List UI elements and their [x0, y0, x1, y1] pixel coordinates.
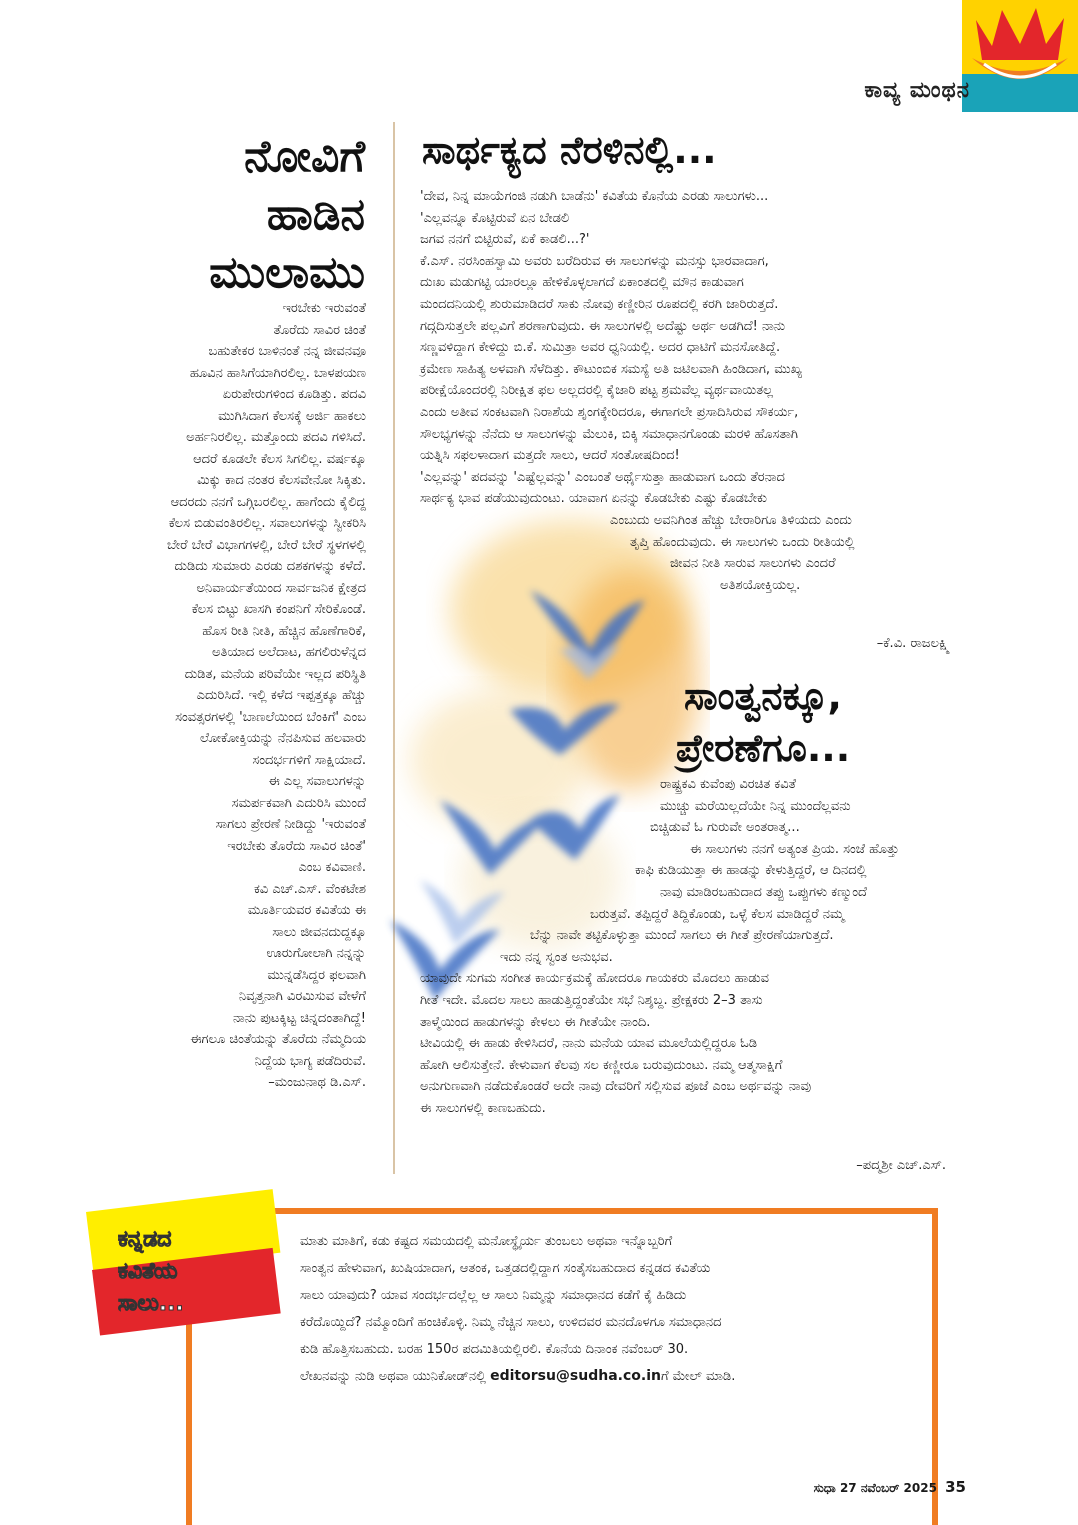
text-line: ದುಡಿತ, ಮನೆಯ ಪರಿವೆಯೇ ಇಲ್ಲದ ಪರಿಸ್ಥಿತಿ — [184, 666, 366, 682]
text-line: ಬಹುತೇಕರ ಬಾಳಿನಂತೆ ನನ್ನ ಜೀವನವೂ — [208, 344, 366, 359]
issue-label: ಸುಧಾ 27 ನವೆಂಬರ್ 2025 — [813, 1481, 937, 1495]
text-line: –ಮಂಜುನಾಥ ಡಿ.ಎಸ್. — [268, 1075, 366, 1090]
title-line: ಪ್ರೇರಣೆಗೂ... — [675, 726, 851, 770]
text-line: ಮುಗಿಸಿದಾಗ ಕೆಲಸಕ್ಕೆ ಅರ್ಜಿ ಹಾಕಲು — [218, 408, 366, 424]
text-line: ಗದ್ಗದಿಸುತ್ತಲೇ ಪಲ್ಲವಿಗೆ ಶರಣಾಗುವುದು. ಈ ಸಾಲುಗಳಲ್ಲಿ ಅದೆಷ್ಟು ಅರ್ಥ ಅಡಗಿದೆ! ನಾನು — [420, 318, 786, 334]
text-line: ಮಿಕ್ಕು ಕಾದ ನಂತರ ಕೆಲಸವೇನೋ ಸಿಕ್ಕಿತು. — [197, 473, 366, 488]
tag-line: ಸಾಲು... — [118, 1291, 184, 1316]
text-line: ತಾಳ್ಮೆಯಿಂದ ಹಾಡುಗಳನ್ನು ಕೇಳಲು ಈ ಗೀತೆಯೇ ನಾಂದಿ. — [420, 1014, 651, 1030]
text-line: ಮಾತು ಮಾತಿಗೆ, ಕಡು ಕಷ್ಟದ ಸಮಯದಲ್ಲಿ ಮನೋಸ್ಥೈರ್ಯ ತುಂಬಲು ಅಥವಾ ಇನ್ನೊಬ್ಬರಿಗೆ — [300, 1234, 673, 1249]
text-line: ಎಂದು ಅತೀವ ಸಂಕಟವಾಗಿ ನಿರಾಶೆಯ ಶೃಂಗಕ್ಕೇರಿದರೂ, ಈಗಾಗಲೇ ಪ್ರಸಾದಿಸಿರುವ ಸೌಕರ್ಯ, — [420, 404, 799, 420]
text-line: ಯಾವುದೇ ಸುಗಮ ಸಂಗೀತ ಕಾರ್ಯಕ್ರಮಕ್ಕೆ ಹೋದರೂ ಗಾಯಕರು ಮೊದಲು ಹಾಡುವ — [420, 971, 770, 987]
text-line: 'ಎಲ್ಲವನ್ನು' ಪದವನ್ನು 'ಎಷ್ಟೆಲ್ಲವನ್ನು' ಎಂಬಂತೆ ಅರ್ಥೈಸುತ್ತಾ ಹಾಡುವಾಗ ಒಂದು ತೆರನಾದ — [420, 469, 785, 485]
text-line: ಮುನ್ನಡೆಸಿದ್ದರ ಫಲವಾಗಿ — [267, 967, 366, 983]
text-line: ಕ್ರಮೇಣ ಸಾಹಿತ್ಯ ಅಳವಾಗಿ ಸೆಳೆದಿತ್ತು. ಕೌಟುಂಬಿಕ ಸಮಸ್ಯೆ ಅತಿ ಜಟಿಲವಾಗಿ ಹಿಂಡಿದಾಗ, ಮುಖ್ಯ — [420, 361, 802, 377]
text-line: ಜಗವ ನನಗೆ ಬಿಟ್ಟಿರುವೆ, ಏಕೆ ಕಾಡಲಿ...?' — [420, 232, 590, 248]
text-line: ಮೂರ್ತಿಯವರ ಕವಿತೆಯ ಈ — [247, 903, 366, 918]
text-line: ಕುಡಿ ಹೊತ್ತಿಸಬಹುದು. ಬರಹ 150ರ ಪದಮಿತಿಯಲ್ಲಿರಲಿ. ಕೊನೆಯ ದಿನಾಂಕ ನವೆಂಬರ್ 30. — [300, 1342, 689, 1357]
text-line: ನಾನು ಪುಟಕ್ಕಿಟ್ಟ ಚಿನ್ನದಂತಾಗಿದ್ದೆ! — [232, 1010, 366, 1026]
text-line: ಆದರೆ ಕೂಡಲೇ ಕೆಲಸ ಸಿಗಲಿಲ್ಲ. ವರ್ಷಕ್ಕೂ — [193, 451, 366, 467]
title-line: ಹಾಡಿನ — [266, 189, 365, 240]
text-line: ಬಿಚ್ಚಿಡುವೆ ಓ ಗುರುವೇ ಅಂತರಾತ್ಮ... — [650, 820, 800, 836]
article-1-title: ಸಾರ್ಥಕ್ಯದ ನೆರಳಿನಲ್ಲಿ... — [422, 128, 717, 172]
text-line: ಸಮರ್ಪಕವಾಗಿ ಎದುರಿಸಿ ಮುಂದೆ — [231, 795, 366, 811]
text-line: ಕೆಲಸ ಬಿಟ್ಟು ಖಾಸಗಿ ಕಂಪನಿಗೆ ಸೇರಿಕೊಂಡೆ. — [191, 602, 366, 617]
article-1-body — [420, 186, 980, 596]
text-line: ಅತಿಯಾದ ಅಲೆದಾಟ, ಹಗಲಿರುಳೆನ್ನದ — [211, 645, 366, 660]
text-line: ಯತ್ನಿಸಿ ಸಫಲಳಾದಾಗ ಮತ್ತದೇ ಸಾಲು, ಆದರೆ ಸಂತೋಷದಿಂದ! — [420, 448, 680, 464]
page-number: 35 — [945, 1478, 966, 1496]
text-line: ಮುಚ್ಚು ಮರೆಯಿಲ್ಲದೆಯೇ ನಿನ್ನ ಮುಂದೆಲ್ಲವನು — [660, 798, 851, 814]
text-line: ಈಗಲೂ ಚಿಂತೆಯನ್ನು ತೊರೆದು ನೆಮ್ಮದಿಯ — [190, 1032, 366, 1047]
text-line: ದುಡಿದು ಸುಮಾರು ಎರಡು ದಶಕಗಳನ್ನು ಕಳೆದೆ. — [174, 559, 366, 574]
callout-lines — [300, 1228, 920, 1363]
text-line: ಸಾರ್ಥಕ್ಯ ಭಾವ ಪಡೆಯುವುದುಂಟು. ಯಾವಾಗ ಏನನ್ನು ಕೊಡಬೇಕು ಎಷ್ಟು ಕೊಡಬೇಕು — [420, 491, 768, 507]
text-line: ಗೀತೆ ಇದೇ. ಮೊದಲ ಸಾಲು ಹಾಡುತ್ತಿದ್ದಂತೆಯೇ ಸಭೆ ನಿಶ್ಶಬ್ದ. ಪ್ರೇಕ್ಷಕರು 2–3 ತಾಸು — [420, 992, 763, 1008]
title-line: ಸಾಂತ್ವನಕ್ಕೂ, — [684, 674, 842, 718]
text-line: ಸಣ್ಣವಳಿದ್ದಾಗ ಕೇಳಿದ್ದು ಬಿ.ಕೆ. ಸುಮಿತ್ರಾ ಅವರ ಧ್ವನಿಯಲ್ಲಿ. ಅದರ ಧಾಟಿಗೆ ಮನಸೋತಿದ್ದೆ. — [420, 340, 781, 356]
text-line: ಸಾಲು ಯಾವುದು? ಯಾವ ಸಂದರ್ಭದಲ್ಲೆಲ್ಲ ಆ ಸಾಲು ನಿಮ್ಮನ್ನು ಸಮಾಧಾನದ ಕಡೆಗೆ ಕೈ ಹಿಡಿದು — [300, 1288, 687, 1303]
text-line: ಈ ಸಾಲುಗಳಲ್ಲಿ ಕಾಣಬಹುದು. — [420, 1100, 546, 1116]
text-line: ಸಾಂತ್ವನ ಹೇಳುವಾಗ, ಖುಷಿಯಾದಾಗ, ಆತಂಕ, ಒತ್ತಡದಲ್ಲಿದ್ದಾಗ ಸಂತೈಸಬಹುದಾದ ಕನ್ನಡದ ಕವಿತೆಯ — [300, 1261, 711, 1276]
left-article-body — [96, 298, 366, 1094]
email-link[interactable]: editorsu@sudha.co.in — [490, 1368, 661, 1384]
text-line: ನಿವೃತ್ತನಾಗಿ ವಿರಮಿಸುವ ವೇಳೆಗೆ — [238, 989, 366, 1004]
callout-last-line-after: ಗೆ ಮೇಲ್ ಮಾಡಿ. — [660, 1369, 736, 1384]
title-line: ಮುಲಾಮು — [209, 247, 365, 298]
text-line: ಬೆನ್ನು ನಾವೇ ತಟ್ಟಿಕೊಳ್ಳುತ್ತಾ ಮುಂದೆ ಸಾಗಲು ಈ ಗೀತೆ ಪ್ರೇರಣೆಯಾಗುತ್ತದೆ. — [530, 928, 834, 944]
text-line: ಸಂದರ್ಭಗಳಿಗೆ ಸಾಕ್ಷಿಯಾದೆ. — [252, 752, 366, 768]
text-line: ಬೇರೆ ಬೇರೆ ವಿಭಾಗಗಳಲ್ಲಿ, ಬೇರೆ ಬೇರೆ ಸ್ಥಳಗಳಲ್ಲಿ — [167, 537, 366, 553]
callout-last-line-before: ಲೇಖನವನ್ನು ನುಡಿ ಅಥವಾ ಯುನಿಕೋಡ್‌ನಲ್ಲಿ — [300, 1369, 491, 1384]
text-line: ಊರುಗೋಲಾಗಿ ನನ್ನನ್ನು — [266, 946, 366, 961]
text-line: ತೃಪ್ತಿ ಹೊಂದುವುದು. ಈ ಸಾಲುಗಳು ಒಂದು ರೀತಿಯಲ್ಲಿ — [630, 534, 855, 550]
text-line: ಈ ಎಲ್ಲ ಸವಾಲುಗಳನ್ನು — [268, 774, 366, 789]
text-line: ಕೆಲಸ ಬಿಡುವಂತಿರಲಿಲ್ಲ. ಸವಾಲುಗಳನ್ನು ಸ್ವೀಕರಿಸಿ — [168, 516, 366, 531]
text-line: ಸಾಲು ಜೀವನದುದ್ದಕ್ಕೂ — [272, 924, 366, 940]
text-line: ಅನಿವಾರ್ಯತೆಯಿಂದ ಸಾರ್ವಜನಿಕ ಕ್ಷೇತ್ರದ — [196, 580, 366, 596]
article-2-title — [628, 670, 898, 774]
text-line: ಜೀವನ ನೀತಿ ಸಾರುವ ಸಾಲುಗಳು ಎಂದರೆ — [670, 556, 836, 572]
tag-line: ಕನ್ನಡದ — [118, 1227, 172, 1252]
article-2-signature: –ಪದ್ಮಶ್ರೀ ಎಚ್.ಎಸ್. — [856, 1158, 946, 1173]
text-line: ಮಂದದನಿಯಲ್ಲಿ ಶುರುಮಾಡಿದರೆ ಸಾಕು ನೋವು ಕಣ್ಣೀರಿನ ರೂಪದಲ್ಲಿ ಕರಗಿ ಜಾರಿರುತ್ತದೆ. — [420, 296, 779, 312]
text-line: ಹೊಸ ರೀತಿ ನೀತಿ, ಹೆಚ್ಚಿನ ಹೊಣೆಗಾರಿಕೆ, — [202, 623, 366, 639]
text-line: ಈ ಸಾಲುಗಳು ನನಗೆ ಅತ್ಯಂತ ಪ್ರಿಯ. ಸಂಜೆ ಹೊತ್ತು — [690, 841, 900, 857]
text-line: ಲೋಕೋಕ್ತಿಯನ್ನು ನೆನಪಿಸುವ ಹಲವಾರು — [200, 731, 366, 746]
text-line: ಎದುರಿಸಿದೆ. ಇಲ್ಲಿ ಕಳೆದ ಇಪ್ಪತ್ತಕ್ಕೂ ಹೆಚ್ಚು — [196, 688, 366, 703]
text-line: ಕಾಫಿ ಕುಡಿಯುತ್ತಾ ಈ ಹಾಡನ್ನು ಕೇಳುತ್ತಿದ್ದರೆ, ಆ ದಿನದಲ್ಲಿ — [635, 863, 867, 879]
text-line: ಅತಿಶಯೋಕ್ತಿಯಲ್ಲ. — [720, 577, 801, 593]
article-2-body — [420, 774, 980, 1120]
text-line: ಕರೆದೊಯ್ದಿದೆ? ನಮ್ಮೊಂದಿಗೆ ಹಂಚಿಕೊಳ್ಳಿ. ನಿಮ್ಮ ನೆಚ್ಚಿನ ಸಾಲು, ಉಳಿದವರ ಮನದೊಳಗೂ ಸಮಾಧಾನದ — [300, 1315, 722, 1330]
text-line: ಕವಿ ಎಚ್.ಎಸ್. ವೆಂಕಟೇಶ — [253, 881, 366, 897]
text-line: ಸಾಗಲು ಪ್ರೇರಣೆ ನೀಡಿದ್ದು 'ಇರುವಂತೆ — [215, 817, 366, 832]
text-line: ಅರ್ಹನಿರಲಿಲ್ಲ. ಮತ್ತೊಂದು ಪದವಿ ಗಳಿಸಿದೆ. — [186, 430, 366, 445]
text-line: ಹೂವಿನ ಹಾಸಿಗೆಯಾಗಿರಲಿಲ್ಲ. ಬಾಳಪಯಣ — [189, 365, 366, 381]
article-1-signature: –ಕೆ.ವಿ. ರಾಜಲಕ್ಷ್ಮಿ — [876, 636, 950, 651]
text-line: ಟೀವಿಯಲ್ಲಿ ಈ ಹಾಡು ಕೇಳಿಸಿದರೆ, ನಾನು ಮನೆಯ ಯಾವ ಮೂಲೆಯಲ್ಲಿದ್ದರೂ ಓಡಿ — [420, 1036, 758, 1052]
lotus-logo-icon — [962, 0, 1078, 112]
callout-border-top — [186, 1208, 938, 1214]
callout-body — [300, 1228, 920, 1390]
text-line: ಪರೀಕ್ಷೆಯೊಂದರಲ್ಲಿ ನಿರೀಕ್ಷಿತ ಫಲ ಅಲ್ಲದರಲ್ಲಿ ಕೈಜಾರಿ ಪಟ್ಟ ಶ್ರಮವೆಲ್ಲ ವ್ಯರ್ಥವಾಯಿತಲ್ಲ — [420, 383, 774, 399]
text-line: ಆದರದು ನನಗೆ ಒಗ್ಗಿಬರಲಿಲ್ಲ. ಹಾಗೆಂದು ಕೈಲಿದ್ದ — [170, 494, 366, 510]
callout-tag — [118, 1224, 258, 1320]
text-line: ಬರುತ್ತವೆ. ತಪ್ಪಿದ್ದರೆ ತಿದ್ದಿಕೊಂಡು, ಒಳ್ಳೆ ಕೆಲಸ ಮಾಡಿದ್ದರೆ ನಮ್ಮ — [590, 906, 845, 922]
text-line: ಅನುಗುಣವಾಗಿ ನಡೆದುಕೊಂಡರೆ ಅದೇ ನಾವು ದೇವರಿಗೆ ಸಲ್ಲಿಸುವ ಪೂಜೆ ಎಂಬ ಅರ್ಥವನ್ನು ನಾವು — [420, 1079, 812, 1095]
title-line: ನೋವಿಗೆ — [244, 131, 365, 182]
text-line: ರಾಷ್ಟ್ರಕವಿ ಕುವೆಂಪು ವಿರಚಿತ ಕವಿತೆ — [660, 777, 796, 792]
section-label: ಕಾವ್ಯ ಮಂಥನ — [864, 78, 970, 103]
callout-last-line — [300, 1363, 920, 1390]
text-line: 'ದೇವ, ನಿನ್ನ ಮಾಯೆಗಂಜಿ ನಡುಗಿ ಬಾಡೆನು' ಕವಿತೆಯ ಕೊನೆಯ ಎರಡು ಸಾಲುಗಳು... — [420, 189, 769, 204]
text-line: ಏರುಪೇರುಗಳಿಂದ ಕೂಡಿತ್ತು. ಪದವಿ — [222, 387, 366, 402]
text-line: ಎಂಬ ಕವಿವಾಣಿ. — [298, 860, 366, 875]
left-article-title — [120, 128, 365, 302]
text-line: 'ಎಲ್ಲವನ್ನೂ ಕೊಟ್ಟಿರುವೆ ಏನ ಬೇಡಲಿ — [420, 210, 570, 226]
text-line: ಕೆ.ಎಸ್. ನರಸಿಂಹಸ್ವಾಮಿ ಅವರು ಬರೆದಿರುವ ಈ ಸಾಲುಗಳನ್ನು ಮನಸ್ಸು ಭಾರವಾದಾಗ, — [420, 253, 769, 269]
text-line: ಸಂವತ್ಸರಗಳಲ್ಲಿ 'ಬಾಣಲೆಯಿಂದ ಬೆಂಕಿಗೆ' ಎಂಬ — [175, 709, 366, 725]
text-line: ಇದು ನನ್ನ ಸ್ವಂತ ಅನುಭವ. — [500, 949, 613, 965]
text-line: ಇರಬೇಕು ಇರುವಂತೆ — [282, 301, 366, 316]
text-line: ಹೋಗಿ ಆಲಿಸುತ್ತೇನೆ. ಕೇಳುವಾಗ ಕೆಲವು ಸಲ ಕಣ್ಣೀರೂ ಬರುವುದುಂಟು. ನಮ್ಮ ಆತ್ಮಸಾಕ್ಷಿಗೆ — [420, 1057, 783, 1073]
text-line: ತೊರೆದು ಸಾವಿರ ಚಿಂತೆ — [273, 322, 366, 338]
text-line: ಎಂಬುದು ಅವನಿಗಿಂತ ಹೆಚ್ಚು ಬೇರಾರಿಗೂ ತಿಳಿಯದು ಎಂದು — [610, 512, 852, 528]
tag-line: ಕವಿತೆಯ — [118, 1259, 178, 1284]
text-line: ನಾವು ಮಾಡಿರಬಹುದಾದ ತಪ್ಪು ಒಪ್ಪುಗಳು ಕಣ್ಮುಂದೆ — [660, 884, 867, 900]
text-line: ದುಃಖ ಮಡುಗಟ್ಟಿ ಯಾರಲ್ಲೂ ಹೇಳಿಕೊಳ್ಳಲಾಗದೆ ಏಕಾಂತದಲ್ಲಿ ಮೌನ ಕಾಡುವಾಗ — [420, 275, 744, 291]
page-footer — [814, 1478, 966, 1496]
text-line: ಸೌಲಭ್ಯಗಳನ್ನು ನೆನೆದು ಆ ಸಾಲುಗಳನ್ನು ಮೆಲುಕಿ, ಬಿಕ್ಕಿ ಸಮಾಧಾನಗೊಂಡು ಮರಳಿ ಹೊಸತಾಗಿ — [420, 426, 798, 442]
text-line: ಇರಬೇಕು ತೊರೆದು ಸಾವಿರ ಚಿಂತೆ' — [227, 838, 366, 854]
text-line: ನಿದ್ದೆಯ ಭಾಗ್ಯ ಪಡೆದಿರುವೆ. — [254, 1053, 366, 1069]
